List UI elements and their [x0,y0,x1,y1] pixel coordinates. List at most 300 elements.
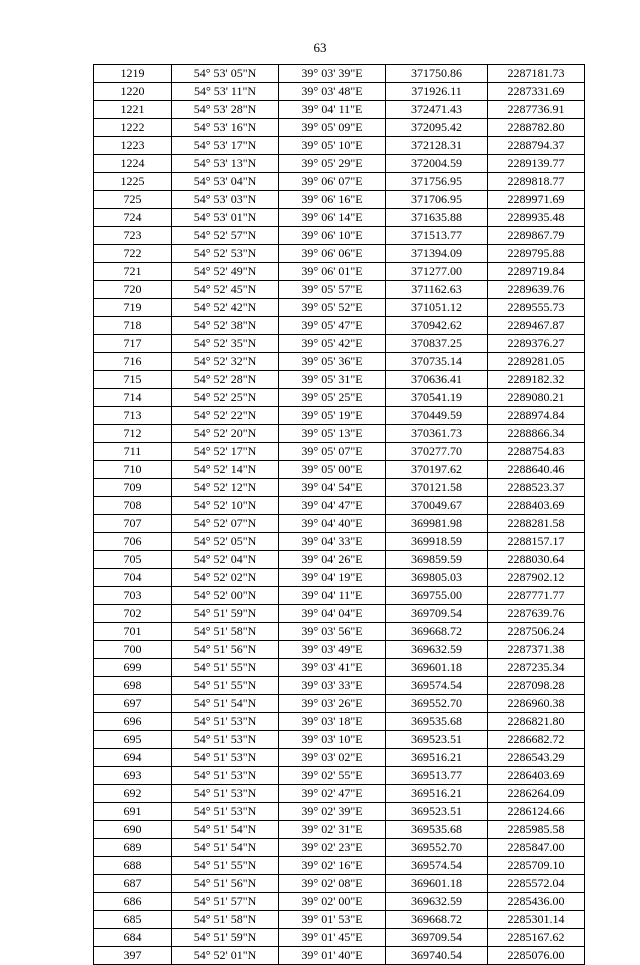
y-coordinate-cell: 2285985.58 [488,821,585,839]
table-row [94,263,585,281]
x-coordinate-cell: 369805.03 [386,569,488,587]
longitude-cell: 39° 02' 00"E [279,893,386,911]
table-row [94,623,585,641]
longitude-cell: 39° 04' 04"E [279,605,386,623]
y-coordinate-cell: 2288754.83 [488,443,585,461]
table-row [94,947,585,965]
y-coordinate-cell: 2287639.76 [488,605,585,623]
table-row [94,443,585,461]
x-coordinate-cell: 369668.72 [386,911,488,929]
x-coordinate-cell: 369709.54 [386,605,488,623]
latitude-cell: 54° 52' 07"N [172,515,279,533]
point-number-cell: 1223 [94,137,172,155]
longitude-cell: 39° 03' 41"E [279,659,386,677]
point-number-cell: 686 [94,893,172,911]
x-coordinate-cell: 369574.54 [386,677,488,695]
latitude-cell: 54° 51' 53"N [172,749,279,767]
table-row [94,839,585,857]
point-number-cell: 705 [94,551,172,569]
longitude-cell: 39° 06' 10"E [279,227,386,245]
table-row [94,173,585,191]
y-coordinate-cell: 2287371.38 [488,641,585,659]
longitude-cell: 39° 02' 39"E [279,803,386,821]
longitude-cell: 39° 06' 14"E [279,209,386,227]
longitude-cell: 39° 05' 29"E [279,155,386,173]
longitude-cell: 39° 01' 45"E [279,929,386,947]
latitude-cell: 54° 52' 42"N [172,299,279,317]
y-coordinate-cell: 2286543.29 [488,749,585,767]
table-row [94,605,585,623]
longitude-cell: 39° 01' 53"E [279,911,386,929]
y-coordinate-cell: 2288403.69 [488,497,585,515]
x-coordinate-cell: 369668.72 [386,623,488,641]
table-row [94,83,585,101]
longitude-cell: 39° 05' 13"E [279,425,386,443]
x-coordinate-cell: 371756.95 [386,173,488,191]
y-coordinate-cell: 2289971.69 [488,191,585,209]
latitude-cell: 54° 52' 12"N [172,479,279,497]
x-coordinate-cell: 371706.95 [386,191,488,209]
longitude-cell: 39° 06' 06"E [279,245,386,263]
longitude-cell: 39° 04' 33"E [279,533,386,551]
latitude-cell: 54° 52' 17"N [172,443,279,461]
x-coordinate-cell: 369552.70 [386,839,488,857]
table-row [94,299,585,317]
table-row [94,911,585,929]
table-row [94,569,585,587]
latitude-cell: 54° 52' 10"N [172,497,279,515]
x-coordinate-cell: 370837.25 [386,335,488,353]
y-coordinate-cell: 2288030.64 [488,551,585,569]
y-coordinate-cell: 2285436.00 [488,893,585,911]
table-row [94,767,585,785]
latitude-cell: 54° 51' 56"N [172,641,279,659]
x-coordinate-cell: 370735.14 [386,353,488,371]
point-number-cell: 695 [94,731,172,749]
y-coordinate-cell: 2287098.28 [488,677,585,695]
y-coordinate-cell: 2289182.32 [488,371,585,389]
y-coordinate-cell: 2288157.17 [488,533,585,551]
y-coordinate-cell: 2289639.76 [488,281,585,299]
latitude-cell: 54° 51' 53"N [172,785,279,803]
y-coordinate-cell: 2287235.34 [488,659,585,677]
longitude-cell: 39° 04' 11"E [279,587,386,605]
y-coordinate-cell: 2287506.24 [488,623,585,641]
longitude-cell: 39° 03' 10"E [279,731,386,749]
x-coordinate-cell: 371162.63 [386,281,488,299]
point-number-cell: 701 [94,623,172,641]
y-coordinate-cell: 2289080.21 [488,389,585,407]
x-coordinate-cell: 370942.62 [386,317,488,335]
point-number-cell: 699 [94,659,172,677]
longitude-cell: 39° 06' 07"E [279,173,386,191]
longitude-cell: 39° 05' 52"E [279,299,386,317]
point-number-cell: 708 [94,497,172,515]
x-coordinate-cell: 372471.43 [386,101,488,119]
table-row [94,551,585,569]
latitude-cell: 54° 53' 28"N [172,101,279,119]
page-number: 63 [313,40,327,55]
x-coordinate-cell: 371635.88 [386,209,488,227]
y-coordinate-cell: 2288794.37 [488,137,585,155]
y-coordinate-cell: 2289818.77 [488,173,585,191]
table-row [94,155,585,173]
point-number-cell: 702 [94,605,172,623]
latitude-cell: 54° 51' 59"N [172,605,279,623]
x-coordinate-cell: 369755.00 [386,587,488,605]
x-coordinate-cell: 370121.58 [386,479,488,497]
point-number-cell: 397 [94,947,172,965]
table-row [94,731,585,749]
latitude-cell: 54° 51' 55"N [172,857,279,875]
y-coordinate-cell: 2287181.73 [488,65,585,83]
x-coordinate-cell: 370049.67 [386,497,488,515]
point-number-cell: 684 [94,929,172,947]
longitude-cell: 39° 04' 19"E [279,569,386,587]
point-number-cell: 691 [94,803,172,821]
latitude-cell: 54° 51' 57"N [172,893,279,911]
y-coordinate-cell: 2289467.87 [488,317,585,335]
latitude-cell: 54° 51' 53"N [172,713,279,731]
x-coordinate-cell: 369552.70 [386,695,488,713]
x-coordinate-cell: 369601.18 [386,875,488,893]
latitude-cell: 54° 52' 45"N [172,281,279,299]
x-coordinate-cell: 369516.21 [386,785,488,803]
table-row [94,515,585,533]
longitude-cell: 39° 03' 39"E [279,65,386,83]
longitude-cell: 39° 05' 42"E [279,335,386,353]
latitude-cell: 54° 52' 53"N [172,245,279,263]
longitude-cell: 39° 05' 57"E [279,281,386,299]
longitude-cell: 39° 05' 25"E [279,389,386,407]
x-coordinate-cell: 371277.00 [386,263,488,281]
y-coordinate-cell: 2285301.14 [488,911,585,929]
latitude-cell: 54° 51' 56"N [172,875,279,893]
x-coordinate-cell: 370361.73 [386,425,488,443]
longitude-cell: 39° 02' 23"E [279,839,386,857]
latitude-cell: 54° 52' 00"N [172,587,279,605]
point-number-cell: 700 [94,641,172,659]
x-coordinate-cell: 369574.54 [386,857,488,875]
table-row [94,533,585,551]
x-coordinate-cell: 369523.51 [386,803,488,821]
y-coordinate-cell: 2287331.69 [488,83,585,101]
point-number-cell: 1219 [94,65,172,83]
latitude-cell: 54° 51' 54"N [172,839,279,857]
table-row [94,497,585,515]
point-number-cell: 713 [94,407,172,425]
point-number-cell: 1220 [94,83,172,101]
y-coordinate-cell: 2289867.79 [488,227,585,245]
x-coordinate-cell: 369601.18 [386,659,488,677]
point-number-cell: 687 [94,875,172,893]
longitude-cell: 39° 05' 07"E [279,443,386,461]
latitude-cell: 54° 51' 53"N [172,767,279,785]
point-number-cell: 709 [94,479,172,497]
point-number-cell: 715 [94,371,172,389]
longitude-cell: 39° 04' 54"E [279,479,386,497]
latitude-cell: 54° 52' 28"N [172,371,279,389]
latitude-cell: 54° 52' 14"N [172,461,279,479]
table-row [94,335,585,353]
latitude-cell: 54° 52' 04"N [172,551,279,569]
point-number-cell: 692 [94,785,172,803]
table-row [94,281,585,299]
longitude-cell: 39° 03' 33"E [279,677,386,695]
point-number-cell: 704 [94,569,172,587]
table-row [94,587,585,605]
longitude-cell: 39° 05' 36"E [279,353,386,371]
point-number-cell: 689 [94,839,172,857]
x-coordinate-cell: 369981.98 [386,515,488,533]
table-row [94,695,585,713]
latitude-cell: 54° 53' 11"N [172,83,279,101]
point-number-cell: 685 [94,911,172,929]
latitude-cell: 54° 52' 25"N [172,389,279,407]
x-coordinate-cell: 371051.12 [386,299,488,317]
latitude-cell: 54° 52' 35"N [172,335,279,353]
table-row [94,245,585,263]
y-coordinate-cell: 2289139.77 [488,155,585,173]
y-coordinate-cell: 2287902.12 [488,569,585,587]
table-row [94,101,585,119]
point-number-cell: 714 [94,389,172,407]
latitude-cell: 54° 51' 54"N [172,695,279,713]
y-coordinate-cell: 2285572.04 [488,875,585,893]
table-row [94,389,585,407]
point-number-cell: 711 [94,443,172,461]
table-row [94,677,585,695]
x-coordinate-cell: 370636.41 [386,371,488,389]
table-row [94,461,585,479]
latitude-cell: 54° 51' 53"N [172,731,279,749]
latitude-cell: 54° 51' 53"N [172,803,279,821]
x-coordinate-cell: 369513.77 [386,767,488,785]
latitude-cell: 54° 51' 55"N [172,659,279,677]
latitude-cell: 54° 52' 01"N [172,947,279,965]
latitude-cell: 54° 51' 58"N [172,623,279,641]
x-coordinate-cell: 369918.59 [386,533,488,551]
point-number-cell: 710 [94,461,172,479]
point-number-cell: 706 [94,533,172,551]
point-number-cell: 703 [94,587,172,605]
y-coordinate-cell: 2287771.77 [488,587,585,605]
point-number-cell: 722 [94,245,172,263]
latitude-cell: 54° 52' 32"N [172,353,279,371]
latitude-cell: 54° 52' 57"N [172,227,279,245]
y-coordinate-cell: 2285167.62 [488,929,585,947]
table-row [94,893,585,911]
point-number-cell: 1224 [94,155,172,173]
table-row [94,317,585,335]
x-coordinate-cell: 371750.86 [386,65,488,83]
latitude-cell: 54° 52' 38"N [172,317,279,335]
longitude-cell: 39° 02' 47"E [279,785,386,803]
x-coordinate-cell: 372128.31 [386,137,488,155]
latitude-cell: 54° 52' 49"N [172,263,279,281]
table-row [94,191,585,209]
latitude-cell: 54° 53' 03"N [172,191,279,209]
longitude-cell: 39° 04' 11"E [279,101,386,119]
point-number-cell: 725 [94,191,172,209]
y-coordinate-cell: 2285076.00 [488,947,585,965]
coordinates-table-body [94,65,585,965]
x-coordinate-cell: 370197.62 [386,461,488,479]
latitude-cell: 54° 52' 02"N [172,569,279,587]
table-row [94,749,585,767]
point-number-cell: 724 [94,209,172,227]
point-number-cell: 707 [94,515,172,533]
x-coordinate-cell: 369632.59 [386,641,488,659]
longitude-cell: 39° 03' 18"E [279,713,386,731]
point-number-cell: 721 [94,263,172,281]
point-number-cell: 719 [94,299,172,317]
x-coordinate-cell: 369535.68 [386,821,488,839]
table-row [94,875,585,893]
table-row [94,137,585,155]
latitude-cell: 54° 53' 05"N [172,65,279,83]
x-coordinate-cell: 370541.19 [386,389,488,407]
table-row [94,407,585,425]
longitude-cell: 39° 03' 26"E [279,695,386,713]
point-number-cell: 716 [94,353,172,371]
y-coordinate-cell: 2288974.84 [488,407,585,425]
longitude-cell: 39° 06' 16"E [279,191,386,209]
longitude-cell: 39° 05' 10"E [279,137,386,155]
point-number-cell: 718 [94,317,172,335]
longitude-cell: 39° 05' 09"E [279,119,386,137]
table-row [94,803,585,821]
latitude-cell: 54° 51' 54"N [172,821,279,839]
x-coordinate-cell: 372004.59 [386,155,488,173]
point-number-cell: 693 [94,767,172,785]
longitude-cell: 39° 02' 16"E [279,857,386,875]
y-coordinate-cell: 2285709.10 [488,857,585,875]
table-row [94,119,585,137]
latitude-cell: 54° 53' 17"N [172,137,279,155]
longitude-cell: 39° 04' 47"E [279,497,386,515]
point-number-cell: 717 [94,335,172,353]
x-coordinate-cell: 369709.54 [386,929,488,947]
y-coordinate-cell: 2288782.80 [488,119,585,137]
latitude-cell: 54° 53' 01"N [172,209,279,227]
y-coordinate-cell: 2286821.80 [488,713,585,731]
y-coordinate-cell: 2288866.34 [488,425,585,443]
y-coordinate-cell: 2285847.00 [488,839,585,857]
point-number-cell: 723 [94,227,172,245]
longitude-cell: 39° 05' 00"E [279,461,386,479]
point-number-cell: 720 [94,281,172,299]
point-number-cell: 1225 [94,173,172,191]
table-row [94,209,585,227]
x-coordinate-cell: 372095.42 [386,119,488,137]
y-coordinate-cell: 2286264.09 [488,785,585,803]
latitude-cell: 54° 51' 59"N [172,929,279,947]
point-number-cell: 690 [94,821,172,839]
table-row [94,857,585,875]
x-coordinate-cell: 371926.11 [386,83,488,101]
longitude-cell: 39° 05' 47"E [279,317,386,335]
x-coordinate-cell: 370449.59 [386,407,488,425]
y-coordinate-cell: 2288523.37 [488,479,585,497]
x-coordinate-cell: 369516.21 [386,749,488,767]
table-row [94,641,585,659]
longitude-cell: 39° 01' 40"E [279,947,386,965]
table-row [94,785,585,803]
y-coordinate-cell: 2288281.58 [488,515,585,533]
coordinates-table [93,64,585,965]
point-number-cell: 696 [94,713,172,731]
longitude-cell: 39° 02' 08"E [279,875,386,893]
longitude-cell: 39° 04' 40"E [279,515,386,533]
latitude-cell: 54° 51' 55"N [172,677,279,695]
table-row [94,425,585,443]
table-row [94,713,585,731]
latitude-cell: 54° 53' 04"N [172,173,279,191]
x-coordinate-cell: 369632.59 [386,893,488,911]
latitude-cell: 54° 51' 58"N [172,911,279,929]
longitude-cell: 39° 03' 49"E [279,641,386,659]
y-coordinate-cell: 2286124.66 [488,803,585,821]
table-row [94,65,585,83]
y-coordinate-cell: 2289281.05 [488,353,585,371]
point-number-cell: 712 [94,425,172,443]
longitude-cell: 39° 02' 55"E [279,767,386,785]
table-row [94,371,585,389]
point-number-cell: 1221 [94,101,172,119]
y-coordinate-cell: 2289376.27 [488,335,585,353]
table-row [94,227,585,245]
longitude-cell: 39° 03' 02"E [279,749,386,767]
longitude-cell: 39° 05' 19"E [279,407,386,425]
longitude-cell: 39° 04' 26"E [279,551,386,569]
y-coordinate-cell: 2286682.72 [488,731,585,749]
x-coordinate-cell: 369740.54 [386,947,488,965]
latitude-cell: 54° 53' 13"N [172,155,279,173]
x-coordinate-cell: 369523.51 [386,731,488,749]
y-coordinate-cell: 2289795.88 [488,245,585,263]
x-coordinate-cell: 369535.68 [386,713,488,731]
longitude-cell: 39° 03' 48"E [279,83,386,101]
table-row [94,479,585,497]
latitude-cell: 54° 52' 05"N [172,533,279,551]
y-coordinate-cell: 2286960.38 [488,695,585,713]
longitude-cell: 39° 02' 31"E [279,821,386,839]
longitude-cell: 39° 05' 31"E [279,371,386,389]
point-number-cell: 694 [94,749,172,767]
table-row [94,659,585,677]
table-row [94,353,585,371]
latitude-cell: 54° 53' 16"N [172,119,279,137]
point-number-cell: 698 [94,677,172,695]
x-coordinate-cell: 371513.77 [386,227,488,245]
point-number-cell: 697 [94,695,172,713]
y-coordinate-cell: 2289555.73 [488,299,585,317]
y-coordinate-cell: 2286403.69 [488,767,585,785]
point-number-cell: 688 [94,857,172,875]
y-coordinate-cell: 2287736.91 [488,101,585,119]
table-row [94,821,585,839]
y-coordinate-cell: 2289935.48 [488,209,585,227]
latitude-cell: 54° 52' 22"N [172,407,279,425]
longitude-cell: 39° 06' 01"E [279,263,386,281]
x-coordinate-cell: 371394.09 [386,245,488,263]
y-coordinate-cell: 2288640.46 [488,461,585,479]
x-coordinate-cell: 369859.59 [386,551,488,569]
longitude-cell: 39° 03' 56"E [279,623,386,641]
x-coordinate-cell: 370277.70 [386,443,488,461]
latitude-cell: 54° 52' 20"N [172,425,279,443]
